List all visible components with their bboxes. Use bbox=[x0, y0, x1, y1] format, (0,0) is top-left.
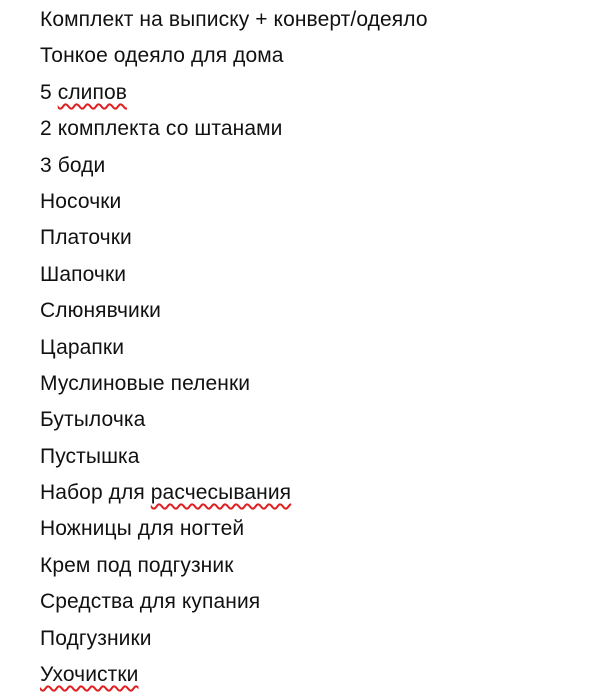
list-item: Муслиновые пеленки bbox=[40, 371, 251, 395]
list-item: Крем под подгузник bbox=[40, 553, 234, 577]
list-item bbox=[40, 657, 590, 693]
list-item: Комплект на выписку + конверт/одеяло bbox=[40, 8, 428, 31]
misspelled-word[interactable]: Ухочистки bbox=[40, 663, 139, 687]
list-item: Царапки bbox=[40, 335, 125, 359]
list-item: Бутылочка bbox=[40, 408, 146, 432]
list-item: Носочки bbox=[40, 189, 122, 213]
list-item: Слюнявчики bbox=[40, 299, 161, 323]
misspelled-word[interactable]: расчесывания bbox=[150, 481, 292, 505]
list-item: Тонкое одеяло для дома bbox=[40, 44, 284, 68]
list-item: Подгузники bbox=[40, 626, 152, 650]
list-item: 3 боди bbox=[40, 153, 106, 177]
misspelled-word[interactable]: слипов bbox=[57, 80, 128, 104]
list-item bbox=[40, 75, 590, 111]
list-item bbox=[40, 475, 590, 511]
list-item: Ножницы для ногтей bbox=[40, 517, 245, 541]
list-item: Пустышка bbox=[40, 444, 140, 468]
list-item-text: Набор для bbox=[40, 481, 151, 505]
list-item: 2 комплекта со штанами bbox=[40, 117, 283, 141]
note-body[interactable] bbox=[40, 2, 590, 693]
list-item: Шапочки bbox=[40, 262, 127, 286]
list-item: Платочки bbox=[40, 226, 132, 250]
list-item-text: 5 bbox=[40, 80, 58, 104]
list-item: Средства для купания bbox=[40, 590, 261, 614]
